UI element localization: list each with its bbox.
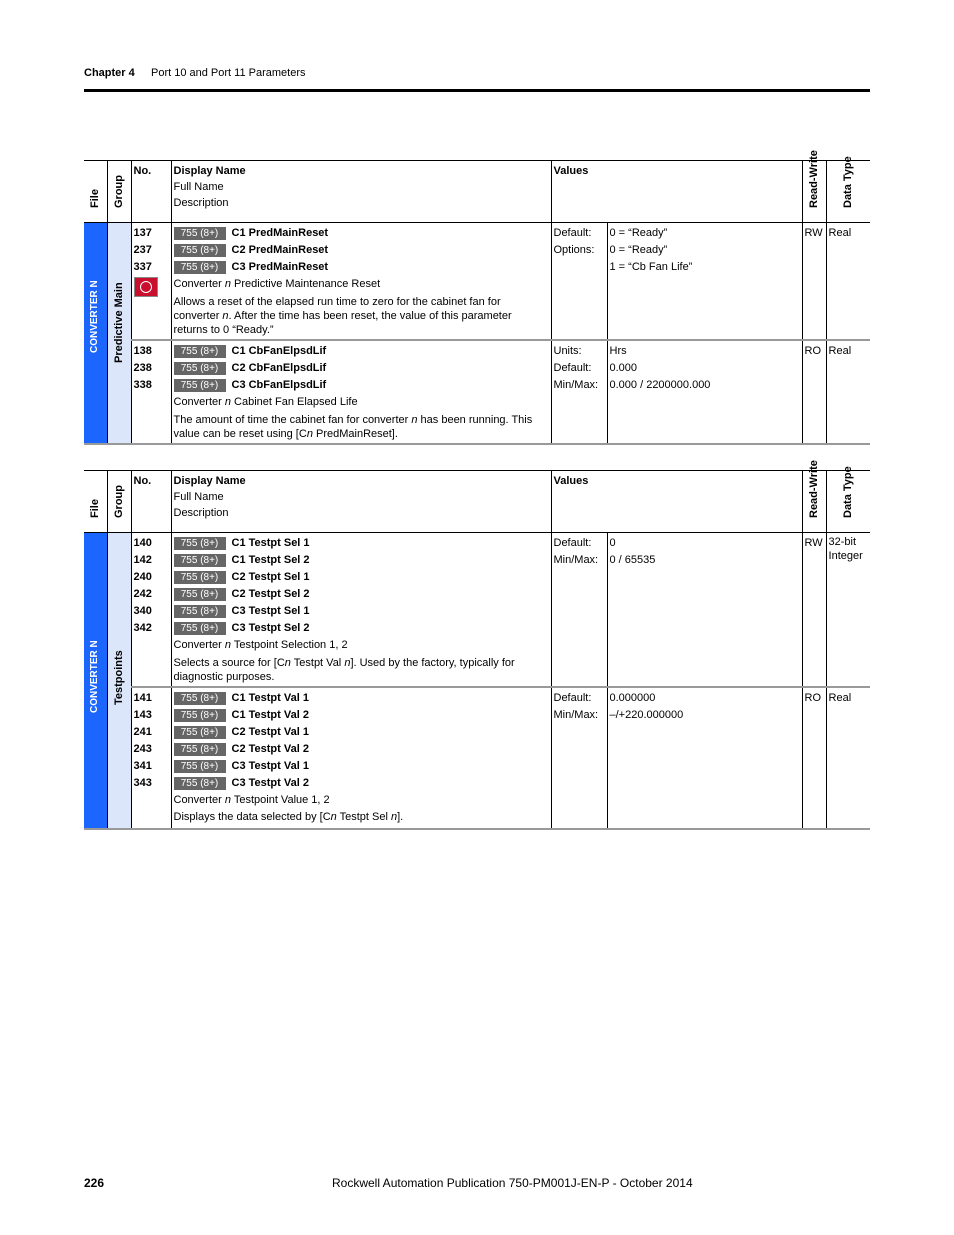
- col-group: Group: [107, 471, 131, 533]
- col-values: Values: [551, 471, 802, 533]
- drive-badge: 755 (8+): [174, 379, 226, 392]
- param-numbers: 141 143 241 243 341 343: [131, 687, 171, 829]
- drive-badge: 755 (8+): [174, 227, 226, 240]
- value-values: 0 0 / 65535: [607, 533, 802, 688]
- drive-badge: 755 (8+): [174, 726, 226, 739]
- read-write-value: RO: [802, 340, 826, 444]
- table-row: [84, 533, 870, 688]
- header-rule: [84, 89, 870, 92]
- page-number: 226: [84, 1176, 105, 1190]
- file-label-cell: CONVERTER N: [84, 533, 107, 830]
- value-labels: Units: Default: Min/Max:: [551, 340, 607, 444]
- read-write-value: RO: [802, 687, 826, 829]
- full-name: Converter n Testpoint Value 1, 2: [173, 794, 330, 806]
- drive-badge: 755 (8+): [174, 692, 226, 705]
- param-display-cell: 755 (8+) C1 Testpt Sel 1 755 (8+) C1 Testpt Sel 2 755 (8+) C2 Testpt Sel 1 755 (8+) C2 Testpt Sel 2 755 (8+) C3 Testpt Sel 1 755 (8+) C3 Testpt Sel 2 Converter n Testpoint Selection 1, 2 Selects a source for [Cn Testpt Val n]. Used by the factory, typically for diagnostic purposes.: [171, 533, 551, 688]
- param-numbers: 138 238 338: [131, 340, 171, 444]
- parameter-table-predictive-main: [84, 150, 870, 445]
- col-values: Values: [551, 161, 802, 223]
- parameter-table-testpoints: [84, 460, 870, 830]
- description: The amount of time the cabinet fan for converter n has been running. This value can be reset using [Cn PredMainReset].: [173, 414, 533, 440]
- drive-badge: 755 (8+): [174, 777, 226, 790]
- description: Selects a source for [Cn Testpt Val n]. Used by the factory, typically for diagnostic purposes.: [173, 657, 515, 683]
- data-type-value: Real: [826, 687, 870, 829]
- value-values: 0 = “Ready” 0 = “Ready” 1 = “Cb Fan Life”: [607, 223, 802, 341]
- param-numbers: 137 237 337: [131, 223, 171, 341]
- group-label-cell: Testpoints: [107, 533, 131, 830]
- data-type-value: 32-bit Integer: [826, 533, 870, 688]
- table-header-row: [84, 161, 870, 223]
- value-values: Hrs 0.000 0.000 / 2200000.000: [607, 340, 802, 444]
- table-row: [84, 340, 870, 444]
- param-display-cell: 755 (8+) C1 CbFanElpsdLif 755 (8+) C2 CbFanElpsdLif 755 (8+) C3 CbFanElpsdLif Converter n Cabinet Fan Elapsed Life The amount of time the cabinet fan for converter n has been running. This value can be reset using [Cn PredMainReset].: [171, 340, 551, 444]
- chapter-label: Chapter 4: [84, 67, 135, 79]
- drive-badge: 755 (8+): [174, 362, 226, 375]
- drive-badge: 755 (8+): [174, 709, 226, 722]
- col-file: File: [84, 471, 107, 533]
- col-read-write: Read-Write: [802, 161, 826, 223]
- drive-badge: 755 (8+): [174, 571, 226, 584]
- read-write-value: RW: [802, 223, 826, 341]
- data-type-value: Real: [826, 223, 870, 341]
- drive-badge: 755 (8+): [174, 760, 226, 773]
- section-title: Port 10 and Port 11 Parameters: [151, 67, 306, 79]
- col-read-write: Read-Write: [802, 471, 826, 533]
- drive-badge: 755 (8+): [174, 537, 226, 550]
- param-display-cell: 755 (8+) C1 Testpt Val 1 755 (8+) C1 Testpt Val 2 755 (8+) C2 Testpt Val 1 755 (8+) C2 Testpt Val 2 755 (8+) C3 Testpt Val 1 755 (8+) C3 Testpt Val 2 Converter n Testpoint Value 1, 2 Displays the data selected by [Cn Testpt Sel n].: [171, 687, 551, 829]
- drive-badge: 755 (8+): [174, 554, 226, 567]
- value-labels: Default: Min/Max:: [551, 533, 607, 688]
- drive-badge: 755 (8+): [174, 261, 226, 274]
- col-group: Group: [107, 161, 131, 223]
- stop-icon: [134, 276, 169, 302]
- drive-badge: 755 (8+): [174, 345, 226, 358]
- col-display-name: Display Name Full Name Description: [171, 161, 551, 223]
- col-display-name: Display Name Full Name Description: [171, 471, 551, 533]
- drive-badge: 755 (8+): [174, 743, 226, 756]
- drive-badge: 755 (8+): [174, 605, 226, 618]
- drive-badge: 755 (8+): [174, 244, 226, 257]
- drive-badge: 755 (8+): [174, 588, 226, 601]
- group-label-cell: Predictive Main: [107, 223, 131, 445]
- read-write-value: RW: [802, 533, 826, 688]
- table-header-row: [84, 471, 870, 533]
- drive-badge: 755 (8+): [174, 622, 226, 635]
- value-labels: Default: Min/Max:: [551, 687, 607, 829]
- value-values: 0.000000 –/+220.000000: [607, 687, 802, 829]
- table-row: [84, 223, 870, 341]
- description: Allows a reset of the elapsed run time to zero for the cabinet fan for converter n. After the time has been reset, the value of this parameter returns to 0 “Ready.”: [173, 296, 512, 336]
- col-file: File: [84, 161, 107, 223]
- full-name: Converter n Testpoint Selection 1, 2: [173, 639, 348, 651]
- publication-info: Rockwell Automation Publication 750-PM001J-EN-P - October 2014: [332, 1176, 693, 1190]
- full-name: Converter n Predictive Maintenance Reset: [173, 278, 381, 290]
- full-name: Converter n Cabinet Fan Elapsed Life: [173, 396, 358, 408]
- data-type-value: Real: [826, 340, 870, 444]
- col-data-type: Data Type: [826, 471, 870, 533]
- table-row: [84, 687, 870, 829]
- param-numbers: 140 142 240 242 340 342: [131, 533, 171, 688]
- value-labels: Default: Options:: [551, 223, 607, 341]
- param-display-cell: 755 (8+) C1 PredMainReset 755 (8+) C2 PredMainReset 755 (8+) C3 PredMainReset Converter n Predictive Maintenance Reset Allows a reset of the elapsed run time to zero for the cabinet fan for converter n. After the time has been reset, the value of this parameter returns to 0 “Ready.”: [171, 223, 551, 341]
- file-label-cell: CONVERTER N: [84, 223, 107, 445]
- col-no: No.: [131, 471, 171, 533]
- description: Displays the data selected by [Cn Testpt Sel n].: [173, 811, 404, 823]
- col-no: No.: [131, 161, 171, 223]
- col-data-type: Data Type: [826, 161, 870, 223]
- page-header: [84, 67, 306, 79]
